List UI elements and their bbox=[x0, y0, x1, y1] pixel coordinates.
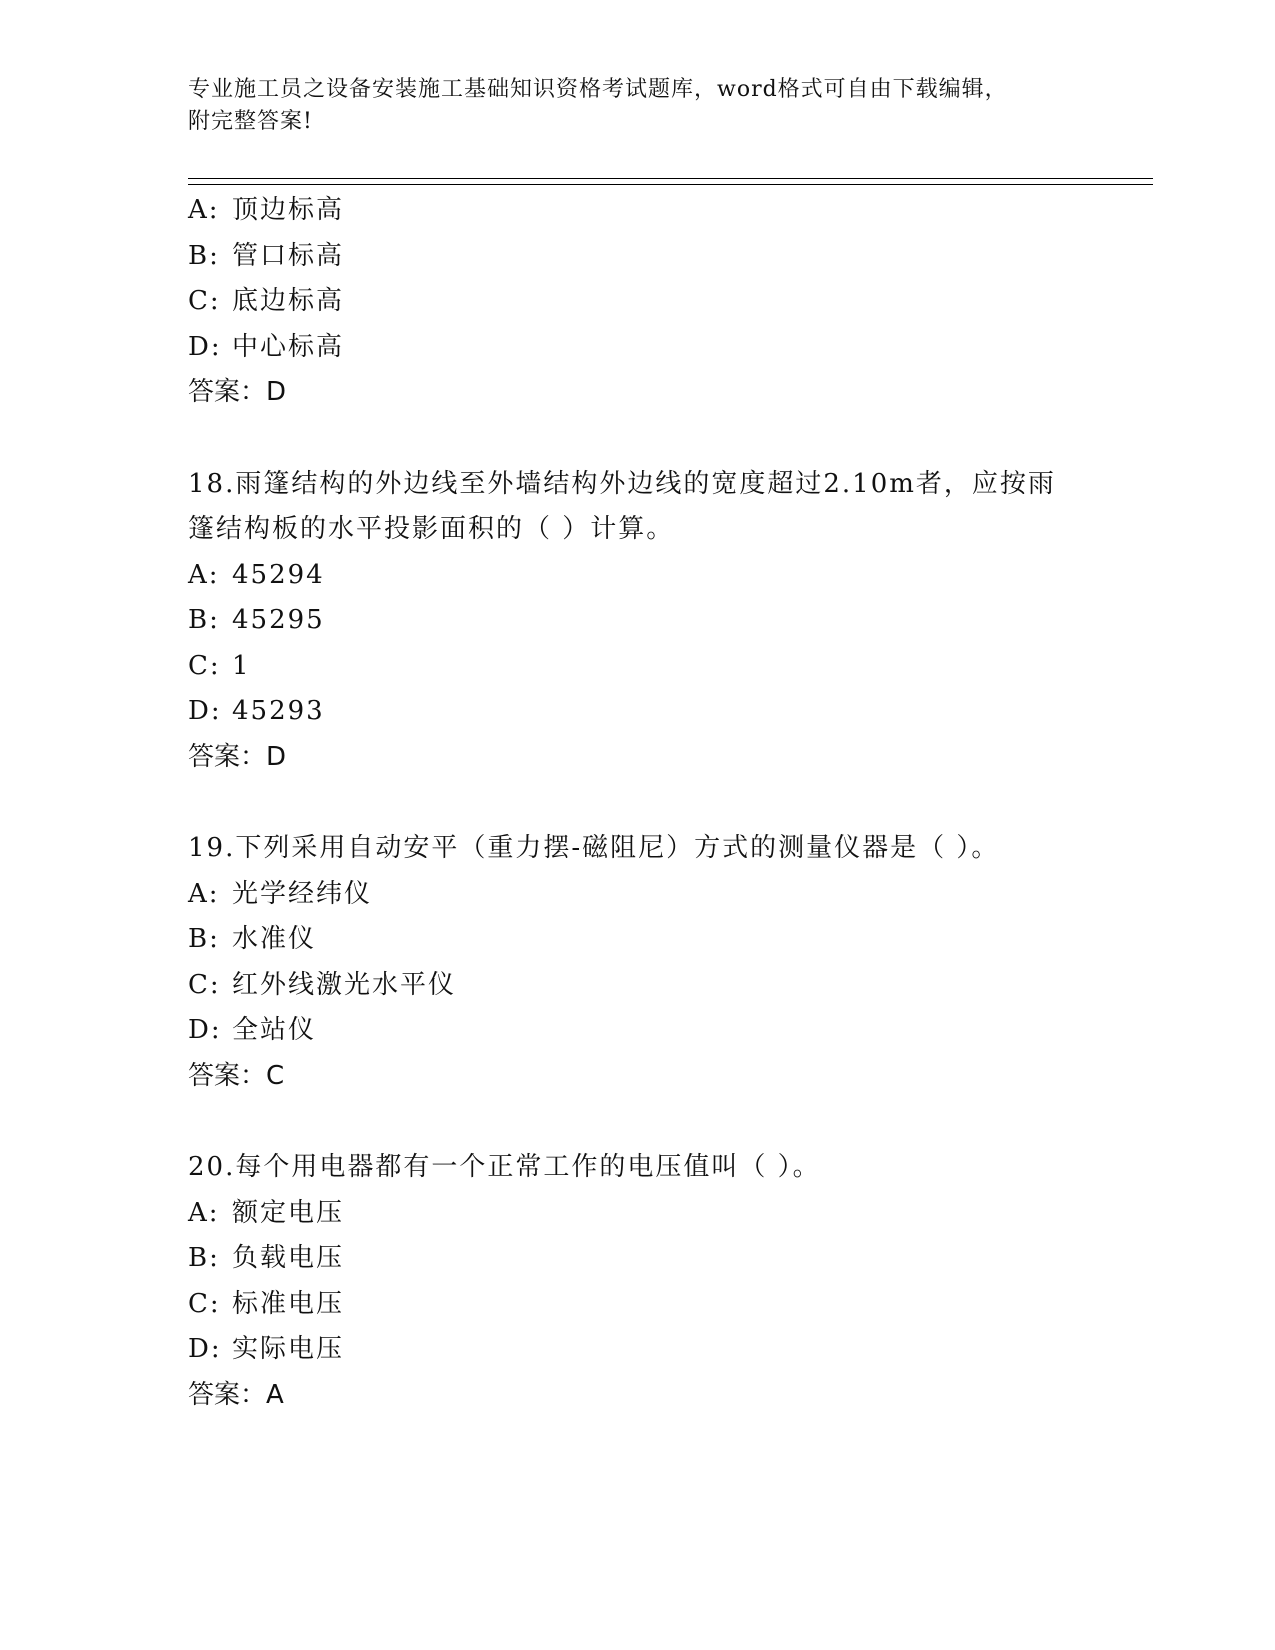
option-letter: C: bbox=[188, 1288, 221, 1319]
option-a bbox=[188, 1191, 1088, 1237]
option-text: 管口标高 bbox=[232, 240, 345, 271]
option-text: 红外线激光水平仪 bbox=[232, 969, 457, 1000]
option-d bbox=[188, 1327, 1088, 1373]
answer-line: 答案：D bbox=[188, 741, 287, 772]
header-divider bbox=[188, 178, 1153, 185]
option-c bbox=[188, 644, 1088, 690]
spacer bbox=[188, 780, 1088, 826]
option-text: 实际电压 bbox=[232, 1334, 345, 1364]
option-d bbox=[188, 1008, 1088, 1054]
spacer bbox=[188, 1099, 1088, 1145]
option-letter: B: bbox=[188, 924, 220, 954]
option-text: 45293 bbox=[232, 696, 325, 726]
question-stem: 18.雨篷结构的外边线至外墙结构外边线的宽度超过2.10m者，应按雨 bbox=[188, 468, 1056, 499]
option-text: 1 bbox=[232, 650, 251, 681]
question-20 bbox=[188, 1145, 1088, 1418]
option-letter: D: bbox=[188, 1334, 222, 1364]
answer-line: 答案：A bbox=[188, 1379, 284, 1410]
option-letter: C: bbox=[188, 650, 221, 681]
option-text: 全站仪 bbox=[232, 1015, 317, 1045]
option-letter: A: bbox=[188, 559, 220, 590]
option-d bbox=[188, 689, 1088, 735]
option-a bbox=[188, 553, 1088, 599]
question-17 bbox=[188, 188, 1088, 416]
option-b bbox=[188, 598, 1088, 644]
option-c bbox=[188, 1282, 1088, 1328]
option-text: 底边标高 bbox=[232, 286, 345, 316]
option-text: 45295 bbox=[232, 605, 325, 635]
page-header bbox=[188, 74, 1068, 138]
option-text: 负载电压 bbox=[232, 1243, 345, 1273]
question-18 bbox=[188, 462, 1088, 781]
question-stem: 篷结构板的水平投影面积的（ ）计算。 bbox=[188, 514, 675, 544]
option-b bbox=[188, 917, 1088, 963]
option-letter: C: bbox=[188, 286, 221, 316]
answer-line: 答案：C bbox=[188, 1060, 285, 1091]
option-letter: A: bbox=[188, 878, 220, 909]
option-letter: A: bbox=[188, 1197, 220, 1228]
option-a bbox=[188, 188, 1088, 234]
option-letter: A: bbox=[188, 195, 220, 225]
question-stem: 19.下列采用自动安平（重力摆-磁阻尼）方式的测量仪器是（ ）。 bbox=[188, 833, 1000, 863]
option-text: 水准仪 bbox=[232, 924, 317, 954]
option-letter: B: bbox=[188, 240, 220, 271]
question-stem: 20.每个用电器都有一个正常工作的电压值叫（ ）。 bbox=[188, 1152, 821, 1182]
option-letter: C: bbox=[188, 969, 221, 1000]
option-text: 额定电压 bbox=[232, 1197, 345, 1228]
option-text: 标准电压 bbox=[232, 1288, 345, 1319]
option-text: 光学经纬仪 bbox=[232, 878, 373, 909]
header-line-2: 附完整答案! bbox=[188, 109, 313, 134]
option-d bbox=[188, 325, 1088, 371]
option-text: 45294 bbox=[232, 559, 325, 590]
option-letter: B: bbox=[188, 1243, 220, 1273]
question-19 bbox=[188, 826, 1088, 1099]
option-letter: D: bbox=[188, 1015, 222, 1045]
spacer bbox=[188, 416, 1088, 462]
option-c bbox=[188, 963, 1088, 1009]
option-a bbox=[188, 872, 1088, 918]
option-letter: B: bbox=[188, 605, 220, 635]
answer-line: 答案：D bbox=[188, 377, 287, 407]
option-text: 顶边标高 bbox=[232, 195, 345, 225]
option-letter: D: bbox=[188, 331, 222, 362]
option-letter: D: bbox=[188, 696, 222, 726]
option-text: 中心标高 bbox=[232, 331, 345, 362]
header-line-1: 专业施工员之设备安装施工基础知识资格考试题库，word格式可自由下载编辑， bbox=[188, 77, 1008, 102]
option-c bbox=[188, 279, 1088, 325]
option-b bbox=[188, 234, 1088, 280]
option-b bbox=[188, 1236, 1088, 1282]
question-list bbox=[188, 188, 1088, 1418]
